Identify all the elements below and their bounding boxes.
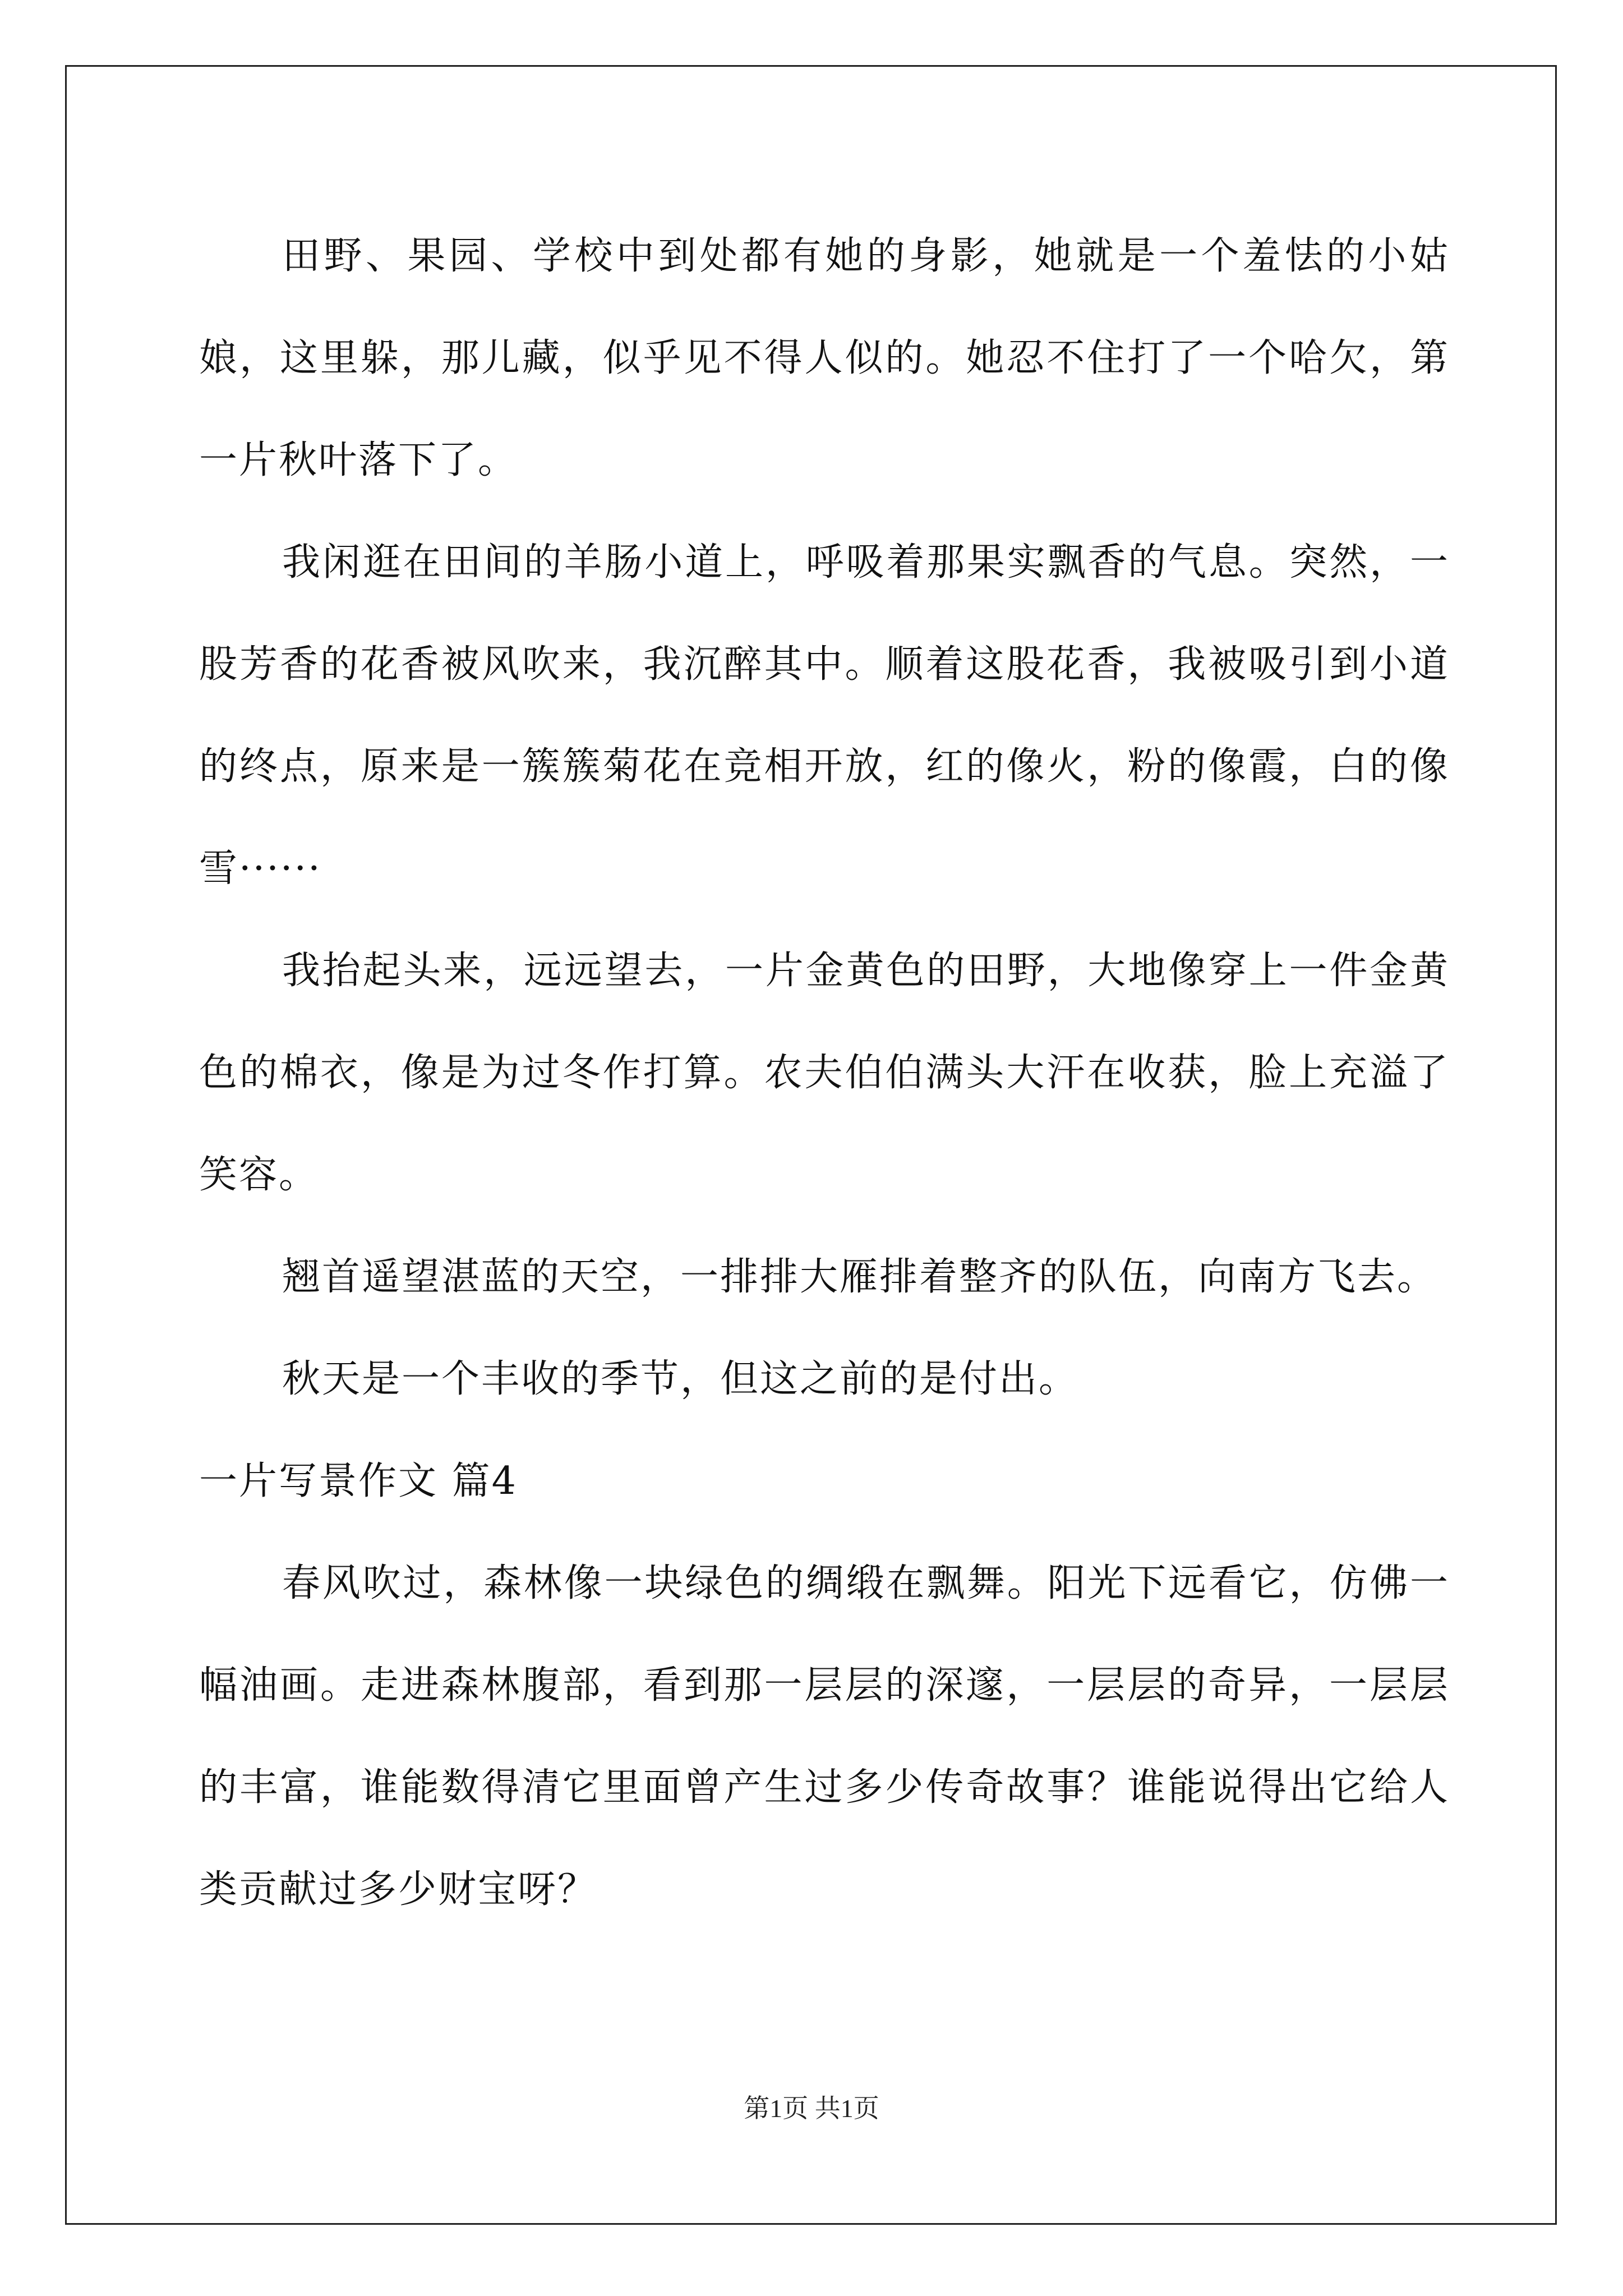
paragraph-3: 我抬起头来，远远望去，一片金黄色的田野，大地像穿上一件金黄色的棉衣，像是为过冬作打算。农夫伯伯满头大汗在收获，脸上充溢了笑容。	[199, 949, 1450, 1197]
section-heading: 一片写景作文 篇4	[199, 1459, 518, 1503]
document-body	[199, 205, 1450, 1941]
paragraph-1: 田野、果园、学校中到处都有她的身影，她就是一个羞怯的小姑娘，这里躲，那儿藏，似乎见不得人似的。她忍不住打了一个哈欠，第一片秋叶落下了。	[199, 234, 1450, 482]
page-footer: 第1页 共1页	[744, 2094, 879, 2123]
paragraph-5: 秋天是一个丰收的季节，但这之前的是付出。	[282, 1357, 1079, 1401]
paragraph-2: 我闲逛在田间的羊肠小道上，呼吸着那果实飘香的气息。突然，一股芳香的花香被风吹来，我沉醉其中。顺着这股花香，我被吸引到小道的终点，原来是一簇簇菊花在竞相开放，红的像火，粉的像霞，白的像雪······	[199, 540, 1450, 891]
paragraph-4: 翘首遥望湛蓝的天空，一排排大雁排着整齐的队伍，向南方飞去。	[282, 1255, 1437, 1299]
section-paragraph-1: 春风吹过，森林像一块绿色的绸缎在飘舞。阳光下远看它，仿佛一幅油画。走进森林腹部，看到那一层层的深邃，一层层的奇异，一层层的丰富，谁能数得清它里面曾产生过多少传奇故事？谁能说得出它给人类贡献过多少财宝呀？	[199, 1561, 1450, 1912]
